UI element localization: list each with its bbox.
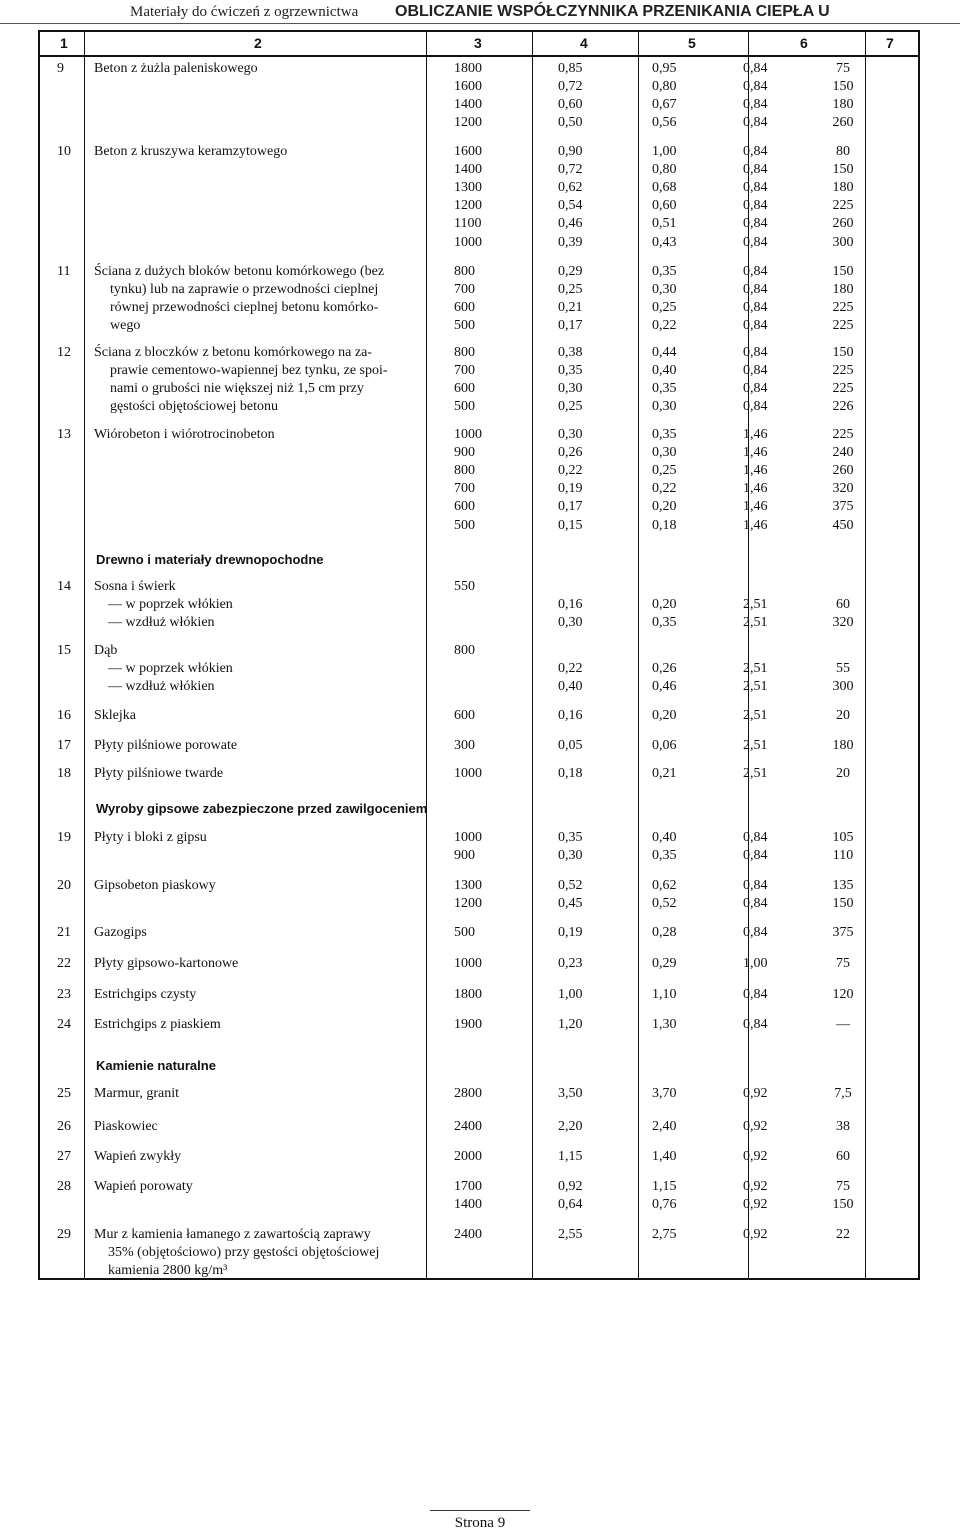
value-cell: 0,84 <box>743 234 768 250</box>
value-cell: 75 <box>836 1179 850 1194</box>
material-name: — w poprzek włókien <box>108 661 233 677</box>
column-number: 1 <box>60 35 68 51</box>
value-cell: 0,90 <box>558 144 583 159</box>
value-cell: 0,25 <box>652 300 677 316</box>
value-cell: 2400 <box>454 1227 482 1242</box>
value-cell: 0,51 <box>652 216 677 232</box>
value-cell: 260 <box>832 216 854 232</box>
value-cell: 22 <box>836 1227 850 1242</box>
value-cell: 0,95 <box>652 61 677 76</box>
page-number: Strona 9 <box>454 1515 506 1531</box>
column-number-header <box>40 32 918 57</box>
value-cell: 0,46 <box>652 679 677 695</box>
value-cell: 0,60 <box>652 198 677 214</box>
value-cell: 2,51 <box>743 708 768 723</box>
value-cell: 2,75 <box>652 1227 677 1242</box>
value-cell: 2,51 <box>743 661 768 677</box>
value-cell: 500 <box>454 925 475 940</box>
value-cell: 0,40 <box>558 679 583 695</box>
value-cell: 0,84 <box>743 282 768 298</box>
value-cell: 375 <box>832 499 854 515</box>
value-cell: 0,92 <box>743 1149 768 1164</box>
value-cell: 150 <box>832 264 854 279</box>
material-name: Piaskowiec <box>94 1119 158 1134</box>
column-divider <box>532 32 533 1278</box>
value-cell: 0,15 <box>558 517 583 533</box>
value-cell: 1000 <box>454 427 482 442</box>
material-name: Płyty pilśniowe twarde <box>94 766 224 781</box>
row-number: 10 <box>57 144 71 159</box>
value-cell: 0,25 <box>558 399 583 415</box>
row-number: 15 <box>57 643 71 658</box>
column-divider <box>426 32 427 1278</box>
value-cell: 0,19 <box>558 925 583 940</box>
value-cell: 0,80 <box>652 162 677 178</box>
value-cell: 0,84 <box>743 345 768 360</box>
value-cell: 1200 <box>454 896 482 912</box>
material-name: Wapień zwykły <box>94 1149 182 1164</box>
value-cell: 0,64 <box>558 1197 583 1213</box>
value-cell: 700 <box>454 363 475 379</box>
value-cell: 0,16 <box>558 708 583 723</box>
value-cell: 0,56 <box>652 115 677 131</box>
value-cell: 2,55 <box>558 1227 583 1242</box>
value-cell: 1,46 <box>743 445 768 461</box>
value-cell: 0,52 <box>652 896 677 912</box>
value-cell: 225 <box>832 198 854 214</box>
value-cell: 2400 <box>454 1119 482 1134</box>
value-cell: 0,30 <box>652 399 677 415</box>
value-cell: 1800 <box>454 987 482 1002</box>
value-cell: 700 <box>454 282 475 298</box>
value-cell: 0,20 <box>652 708 677 723</box>
value-cell: 0,52 <box>558 878 583 893</box>
value-cell: 1,40 <box>652 1149 677 1164</box>
value-cell: 0,72 <box>558 79 583 95</box>
value-cell: 225 <box>832 381 854 397</box>
value-cell: 150 <box>832 345 854 360</box>
value-cell: 0,84 <box>743 300 768 316</box>
value-cell: 0,17 <box>558 318 583 334</box>
column-number: 2 <box>254 35 262 51</box>
row-number: 24 <box>57 1017 71 1032</box>
value-cell: 0,62 <box>558 180 583 196</box>
value-cell: 600 <box>454 300 475 316</box>
material-name: Gazogips <box>94 925 147 940</box>
column-number: 5 <box>688 35 696 51</box>
value-cell: 300 <box>832 234 854 250</box>
value-cell: 800 <box>454 463 475 479</box>
value-cell: 0,84 <box>743 1017 768 1032</box>
value-cell: 0,72 <box>558 162 583 178</box>
value-cell: 1,46 <box>743 481 768 497</box>
value-cell: 0,92 <box>743 1179 768 1194</box>
value-cell: 0,30 <box>558 848 583 864</box>
row-number: 27 <box>57 1149 71 1164</box>
value-cell: 260 <box>832 463 854 479</box>
value-cell: 0,35 <box>558 363 583 379</box>
value-cell: 0,22 <box>558 463 583 479</box>
header-section-title: OBLICZANIE WSPÓŁCZYNNIKA PRZENIKANIA CIEPŁA U <box>395 3 830 20</box>
value-cell: 500 <box>454 318 475 334</box>
value-cell: 1400 <box>454 97 482 113</box>
material-name: równej przewodności cieplnej betonu komórko- <box>110 300 379 316</box>
value-cell: 1,46 <box>743 427 768 442</box>
value-cell: 1900 <box>454 1017 482 1032</box>
value-cell: 1,00 <box>558 987 583 1002</box>
value-cell: 0,92 <box>743 1227 768 1242</box>
value-cell: 1,15 <box>652 1179 677 1194</box>
material-name: prawie cementowo-wapiennej bez tynku, ze spoi- <box>110 363 388 379</box>
value-cell: 135 <box>832 878 854 893</box>
value-cell: 500 <box>454 517 475 533</box>
row-number: 17 <box>57 738 71 753</box>
page-header <box>0 3 960 24</box>
column-divider <box>84 32 85 1278</box>
row-number: 26 <box>57 1119 71 1134</box>
value-cell: 1,46 <box>743 517 768 533</box>
value-cell: 150 <box>832 162 854 178</box>
material-name: — wzdłuż włókien <box>108 679 215 695</box>
material-name: — wzdłuż włókien <box>108 615 215 631</box>
value-cell: 0,92 <box>558 1179 583 1194</box>
value-cell: 1700 <box>454 1179 482 1194</box>
value-cell: 0,26 <box>652 661 677 677</box>
material-name: Ściana z bloczków z betonu komórkowego na za- <box>94 345 372 360</box>
value-cell: 180 <box>832 738 854 753</box>
value-cell: 0,84 <box>743 264 768 279</box>
value-cell: 1600 <box>454 144 482 159</box>
value-cell: 2,51 <box>743 766 768 781</box>
value-cell: 0,35 <box>558 830 583 845</box>
value-cell: 0,84 <box>743 97 768 113</box>
material-name: tynku) lub na zaprawie o przewodności cieplnej <box>110 282 379 298</box>
value-cell: 2,51 <box>743 615 768 631</box>
row-number: 19 <box>57 830 71 845</box>
value-cell: 0,40 <box>652 830 677 845</box>
value-cell: 38 <box>836 1119 850 1134</box>
value-cell: 120 <box>832 987 854 1002</box>
row-number: 28 <box>57 1179 71 1194</box>
value-cell: 0,92 <box>743 1197 768 1213</box>
column-number: 3 <box>474 35 482 51</box>
value-cell: 0,84 <box>743 830 768 845</box>
value-cell: 1600 <box>454 79 482 95</box>
value-cell: 1800 <box>454 61 482 76</box>
value-cell: 0,21 <box>558 300 583 316</box>
value-cell: 180 <box>832 282 854 298</box>
value-cell: 0,30 <box>652 445 677 461</box>
value-cell: 300 <box>832 679 854 695</box>
value-cell: 0,84 <box>743 925 768 940</box>
value-cell: 0,68 <box>652 180 677 196</box>
value-cell: 225 <box>832 300 854 316</box>
value-cell: 0,30 <box>652 282 677 298</box>
value-cell: 1000 <box>454 830 482 845</box>
value-cell: 0,44 <box>652 345 677 360</box>
value-cell: 1200 <box>454 115 482 131</box>
value-cell: 300 <box>454 738 475 753</box>
value-cell: 0,84 <box>743 399 768 415</box>
column-number: 6 <box>800 35 808 51</box>
value-cell: 1,20 <box>558 1017 583 1032</box>
value-cell: 0,84 <box>743 115 768 131</box>
row-number: 12 <box>57 345 71 360</box>
row-number: 20 <box>57 878 71 893</box>
value-cell: 2,51 <box>743 679 768 695</box>
value-cell: 0,85 <box>558 61 583 76</box>
value-cell: 0,84 <box>743 878 768 893</box>
value-cell: 450 <box>832 517 854 533</box>
material-name: Estrichgips czysty <box>94 987 197 1002</box>
value-cell: 600 <box>454 708 475 723</box>
value-cell: 2,20 <box>558 1119 583 1134</box>
value-cell: 225 <box>832 427 854 442</box>
value-cell: 0,30 <box>558 427 583 442</box>
material-name: Sklejka <box>94 708 136 723</box>
value-cell: 2,40 <box>652 1119 677 1134</box>
material-name: Płyty pilśniowe porowate <box>94 738 238 753</box>
value-cell: 1,46 <box>743 499 768 515</box>
value-cell: 0,84 <box>743 180 768 196</box>
value-cell: 1,10 <box>652 987 677 1002</box>
value-cell: 1300 <box>454 878 482 893</box>
value-cell: 1,46 <box>743 463 768 479</box>
material-name: Wiórobeton i wiórotrocinobeton <box>94 427 275 442</box>
value-cell: 150 <box>832 79 854 95</box>
value-cell: 1,00 <box>652 144 677 159</box>
value-cell: 225 <box>832 318 854 334</box>
value-cell: 225 <box>832 363 854 379</box>
value-cell: 0,35 <box>652 264 677 279</box>
value-cell: 0,19 <box>558 481 583 497</box>
value-cell: 150 <box>832 1197 854 1213</box>
value-cell: 1000 <box>454 234 482 250</box>
value-cell: 320 <box>832 481 854 497</box>
row-number: 21 <box>57 925 71 940</box>
value-cell: 600 <box>454 381 475 397</box>
value-cell: 0,35 <box>652 381 677 397</box>
value-cell: 0,60 <box>558 97 583 113</box>
value-cell: 110 <box>832 848 854 864</box>
value-cell: 0,43 <box>652 234 677 250</box>
material-name: Marmur, granit <box>94 1086 179 1101</box>
value-cell: 800 <box>454 345 475 360</box>
value-cell: 375 <box>832 925 854 940</box>
value-cell: 0,29 <box>558 264 583 279</box>
value-cell: 500 <box>454 399 475 415</box>
value-cell: 0,23 <box>558 956 583 971</box>
value-cell: 800 <box>454 643 475 658</box>
material-name: — w poprzek włókien <box>108 597 233 613</box>
value-cell: 0,22 <box>652 481 677 497</box>
value-cell: 0,25 <box>652 463 677 479</box>
material-name: 35% (objętościowo) przy gęstości objętościowej <box>108 1245 380 1261</box>
value-cell: 0,84 <box>743 144 768 159</box>
value-cell: 180 <box>832 180 854 196</box>
row-number: 11 <box>57 264 71 279</box>
value-cell: 0,84 <box>743 162 768 178</box>
value-cell: 0,05 <box>558 738 583 753</box>
row-number: 25 <box>57 1086 71 1101</box>
section-heading: Kamienie naturalne <box>96 1058 216 1073</box>
value-cell: 0,80 <box>652 79 677 95</box>
value-cell: 320 <box>832 615 854 631</box>
material-name: Wapień porowaty <box>94 1179 193 1194</box>
value-cell: 7,5 <box>834 1086 852 1101</box>
value-cell: 0,84 <box>743 363 768 379</box>
material-name: Estrichgips z piaskiem <box>94 1017 221 1032</box>
material-name: Płyty gipsowo-kartonowe <box>94 956 239 971</box>
value-cell: 55 <box>836 661 850 677</box>
material-name: kamienia 2800 kg/m³ <box>108 1263 228 1279</box>
value-cell: 0,84 <box>743 318 768 334</box>
value-cell: 0,25 <box>558 282 583 298</box>
material-name: Beton z kruszywa keramzytowego <box>94 144 288 159</box>
value-cell: 0,06 <box>652 738 677 753</box>
material-name: gęstości objętościowej betonu <box>110 399 278 415</box>
value-cell: 700 <box>454 481 475 497</box>
value-cell: 0,67 <box>652 97 677 113</box>
value-cell: 0,39 <box>558 234 583 250</box>
value-cell: 2,51 <box>743 597 768 613</box>
value-cell: 3,70 <box>652 1086 677 1101</box>
value-cell: 0,35 <box>652 427 677 442</box>
value-cell: 0,84 <box>743 61 768 76</box>
value-cell: 60 <box>836 1149 850 1164</box>
value-cell: 1,15 <box>558 1149 583 1164</box>
row-number: 13 <box>57 427 71 442</box>
value-cell: 0,46 <box>558 216 583 232</box>
value-cell: 0,30 <box>558 615 583 631</box>
value-cell: 150 <box>832 896 854 912</box>
material-name: Dąb <box>94 643 118 658</box>
material-name: nami o grubości nie większej niż 1,5 cm przy <box>110 381 364 397</box>
value-cell: 1100 <box>454 216 482 232</box>
value-cell: 226 <box>832 399 854 415</box>
value-cell: 3,50 <box>558 1086 583 1101</box>
material-name: Ściana z dużych bloków betonu komórkowego (bez <box>94 264 385 279</box>
value-cell: 0,18 <box>558 766 583 781</box>
value-cell: 0,28 <box>652 925 677 940</box>
value-cell: 0,22 <box>558 661 583 677</box>
value-cell: 900 <box>454 445 475 461</box>
value-cell: 0,84 <box>743 381 768 397</box>
value-cell: 1,00 <box>743 956 768 971</box>
value-cell: 75 <box>836 61 850 76</box>
value-cell: 105 <box>832 830 854 845</box>
value-cell: 0,84 <box>743 216 768 232</box>
row-number: 29 <box>57 1227 71 1242</box>
value-cell: 180 <box>832 97 854 113</box>
value-cell: 20 <box>836 766 850 781</box>
value-cell: 2800 <box>454 1086 482 1101</box>
value-cell: 0,54 <box>558 198 583 214</box>
value-cell: 0,35 <box>652 615 677 631</box>
row-number: 22 <box>57 956 71 971</box>
material-name: Sosna i świerk <box>94 579 176 594</box>
column-divider <box>638 32 639 1278</box>
value-cell: 0,21 <box>652 766 677 781</box>
value-cell: 0,35 <box>652 848 677 864</box>
value-cell: 0,84 <box>743 79 768 95</box>
value-cell: 0,29 <box>652 956 677 971</box>
value-cell: 0,38 <box>558 345 583 360</box>
value-cell: 600 <box>454 499 475 515</box>
value-cell: 800 <box>454 264 475 279</box>
material-name: Mur z kamienia łamanego z zawartością zaprawy <box>94 1227 371 1242</box>
value-cell: 1000 <box>454 956 482 971</box>
value-cell: 0,40 <box>652 363 677 379</box>
value-cell: 260 <box>832 115 854 131</box>
value-cell: 0,16 <box>558 597 583 613</box>
value-cell: 2000 <box>454 1149 482 1164</box>
value-cell: 1300 <box>454 180 482 196</box>
value-cell: 0,26 <box>558 445 583 461</box>
value-cell: 900 <box>454 848 475 864</box>
value-cell: 0,50 <box>558 115 583 131</box>
value-cell: 0,84 <box>743 198 768 214</box>
value-cell: 0,45 <box>558 896 583 912</box>
row-number: 9 <box>57 61 64 76</box>
section-heading: Wyroby gipsowe zabezpieczone przed zawilgoceniem <box>96 801 428 816</box>
value-cell: 240 <box>832 445 854 461</box>
value-cell: 0,20 <box>652 499 677 515</box>
value-cell: 0,20 <box>652 597 677 613</box>
value-cell: 0,84 <box>743 987 768 1002</box>
section-heading: Drewno i materiały drewnopochodne <box>96 552 324 567</box>
value-cell: 1400 <box>454 1197 482 1213</box>
value-cell: 0,92 <box>743 1086 768 1101</box>
value-cell: 1400 <box>454 162 482 178</box>
value-cell: 1200 <box>454 198 482 214</box>
value-cell: 60 <box>836 597 850 613</box>
material-name: Płyty i bloki z gipsu <box>94 830 207 845</box>
footer-divider <box>430 1510 530 1511</box>
value-cell: 1000 <box>454 766 482 781</box>
value-cell: 80 <box>836 144 850 159</box>
row-number: 14 <box>57 579 71 594</box>
value-cell: 0,30 <box>558 381 583 397</box>
material-name: wego <box>110 318 141 334</box>
value-cell: — <box>836 1017 850 1032</box>
value-cell: 75 <box>836 956 850 971</box>
column-number: 4 <box>580 35 588 51</box>
value-cell: 0,84 <box>743 848 768 864</box>
value-cell: 1,30 <box>652 1017 677 1032</box>
row-number: 18 <box>57 766 71 781</box>
column-number: 7 <box>886 35 894 51</box>
value-cell: 2,51 <box>743 738 768 753</box>
value-cell: 0,84 <box>743 896 768 912</box>
value-cell: 0,18 <box>652 517 677 533</box>
value-cell: 550 <box>454 579 475 594</box>
row-number: 23 <box>57 987 71 1002</box>
value-cell: 0,22 <box>652 318 677 334</box>
material-properties-table <box>38 30 920 1280</box>
value-cell: 0,17 <box>558 499 583 515</box>
value-cell: 0,62 <box>652 878 677 893</box>
row-number: 16 <box>57 708 71 723</box>
material-name: Gipsobeton piaskowy <box>94 878 216 893</box>
material-name: Beton z żużla paleniskowego <box>94 61 258 76</box>
value-cell: 0,76 <box>652 1197 677 1213</box>
value-cell: 0,92 <box>743 1119 768 1134</box>
header-course-title: Materiały do ćwiczeń z ogrzewnictwa <box>130 4 359 20</box>
value-cell: 20 <box>836 708 850 723</box>
